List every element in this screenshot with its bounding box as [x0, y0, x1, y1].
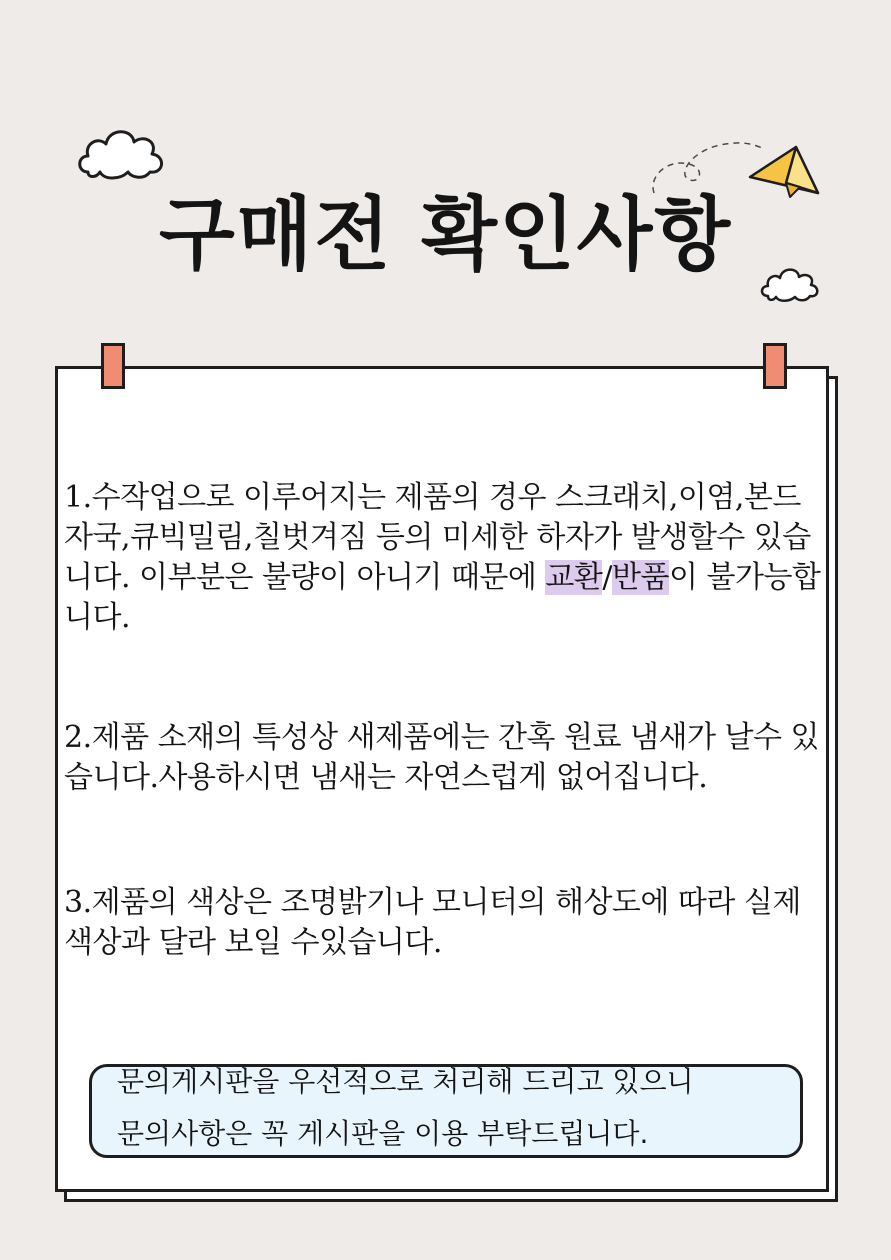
highlight-return: 반품 [612, 560, 669, 595]
tape-pin-left [101, 343, 125, 389]
tape-pin-right [763, 343, 787, 389]
notice-item-2: 2.제품 소재의 특성상 새제품에는 간혹 원료 냄새가 날수 있습니다.사용하시면 냄새는 자연스럽게 없어집니다. [64, 720, 819, 795]
notice-1-separator: / [602, 560, 612, 595]
highlight-exchange: 교환 [545, 560, 603, 595]
notice-1-text: 1.수작업으로 이루어지는 제품의 경우 스크래치,이염,본드자국,큐빅밀림,칠벗겨짐 등의 미세한 하자가 발생할수 있습니다. 이부분은 불량이 아니기 때문에 [64, 480, 811, 595]
page-title: 구매전 확인사항 [158, 188, 733, 281]
contact-line-2: 문의사항은 꼭 게시판을 이용 부탁드립니다. [117, 1117, 649, 1150]
notice-item-3: 3.제품의 색상은 조명밝기나 모니터의 해상도에 따라 실제 색상과 달라 보일 수있습니다. [64, 885, 801, 960]
contact-line-1: 문의게시판을 우선적으로 처리해 드리고 있으니 [117, 1065, 694, 1098]
cloud-icon [74, 120, 168, 182]
notice-1-text-end: 이 불가능합니다. [64, 560, 821, 635]
notice-item-1 [64, 478, 824, 638]
